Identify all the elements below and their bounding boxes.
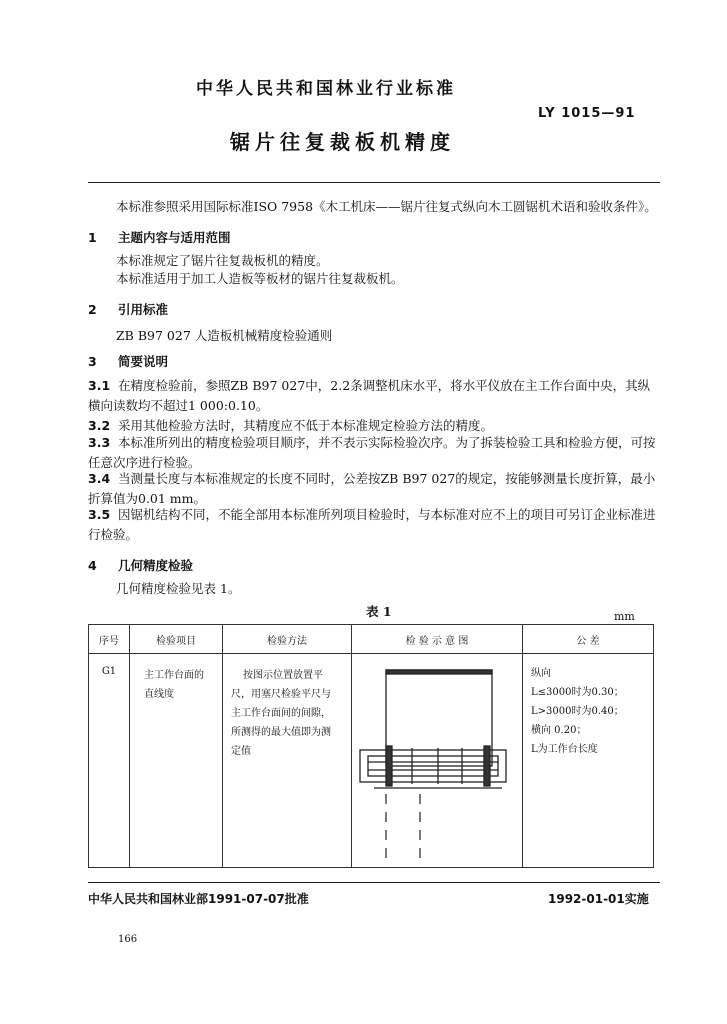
- section-title: 主题内容与适用范围: [118, 230, 231, 245]
- section-number: 2: [88, 302, 97, 317]
- section-2-heading: [88, 300, 168, 318]
- section-4-heading: [88, 556, 193, 574]
- inspection-table: [88, 624, 654, 868]
- header-cell: 公 差: [523, 625, 654, 654]
- clause-3-2: 3.2 采用其他检验方法时，其精度应不低于本标准规定检验方法的精度。: [88, 418, 494, 433]
- section-title: 几何精度检验: [118, 558, 194, 573]
- section-1-paragraph: 本标准规定了锯片往复裁板机的精度。: [116, 253, 329, 268]
- table-unit: mm: [614, 610, 635, 623]
- header-cell: 检 验 示 意 图: [352, 625, 523, 654]
- header-cell: 序号: [89, 625, 130, 654]
- clause-3-1: 3.1 在精度检验前，参照ZB B97 027中，2.2条调整机床水平，将水平仪放在主工作台面中央，其纵横向读数均不超过1 000:0.10。: [88, 378, 651, 413]
- clause-3-5: 3.5 因锯机结构不同，不能全部用本标准所列项目检验时，与本标准对应不上的项目可另订企业标准进行检验。: [88, 507, 656, 542]
- clause-3-3: 3.3 本标准所列出的精度检验项目顺序，并不表示实际检验次序。为了拆装检验工具和检验方便，可按任意次序进行检验。: [88, 435, 656, 470]
- intro-paragraph: 本标准参照采用国际标准ISO 7958《木工机床——锯片往复式纵向木工圆锯机术语和验收条件》。: [116, 199, 657, 214]
- header-cell: 检验方法: [223, 625, 352, 654]
- table-row: [89, 654, 654, 868]
- table-caption: 表 1: [366, 604, 392, 619]
- diagram-cell: [352, 654, 523, 868]
- footer-rule: [88, 882, 660, 883]
- standard-code: LY 1015—91: [538, 106, 636, 121]
- issuing-organization: 中华人民共和国林业行业标准: [196, 79, 456, 99]
- table-header-row: [89, 625, 654, 654]
- approval-line: 中华人民共和国林业部1991-07-07批准: [88, 892, 309, 906]
- method-cell: 按图示位置放置平 尺，用塞尺检验平尺与 主工作台面间的间隙， 所测得的最大值即为测 定值: [223, 654, 352, 868]
- section-1-heading: [88, 228, 231, 246]
- inspection-diagram: [352, 654, 522, 864]
- document-title: 锯片往复裁板机精度: [230, 130, 455, 154]
- implementation-date: 1992-01-01实施: [548, 892, 649, 906]
- section-1-paragraph: 本标准适用于加工人造板等板材的锯片往复裁板机。: [116, 271, 404, 286]
- page-number: 166: [118, 934, 138, 945]
- header-cell: 检验项目: [130, 625, 223, 654]
- item-name-cell: 主工作台面的 直线度: [130, 654, 223, 868]
- section-3-heading: [88, 352, 168, 370]
- section-number: 3: [88, 354, 97, 369]
- section-title: 简要说明: [118, 354, 169, 369]
- tolerance-cell: 纵向 L≤3000时为0.30； L>3000时为0.40； 横向 0.20； L为工作台长度: [523, 654, 654, 868]
- section-4-paragraph: 几何精度检验见表 1。: [116, 581, 241, 596]
- referenced-standard: ZB B97 027 人造板机械精度检验通则: [116, 328, 333, 343]
- item-id-cell: G1: [89, 654, 130, 868]
- section-number: 4: [88, 558, 97, 573]
- header-rule: [88, 182, 660, 183]
- clause-3-4: 3.4 当测量长度与本标准规定的长度不同时，公差按ZB B97 027的规定，按能够测量长度折算，最小折算值为0.01 mm。: [88, 471, 656, 506]
- section-title: 引用标准: [118, 302, 169, 317]
- section-number: 1: [88, 230, 97, 245]
